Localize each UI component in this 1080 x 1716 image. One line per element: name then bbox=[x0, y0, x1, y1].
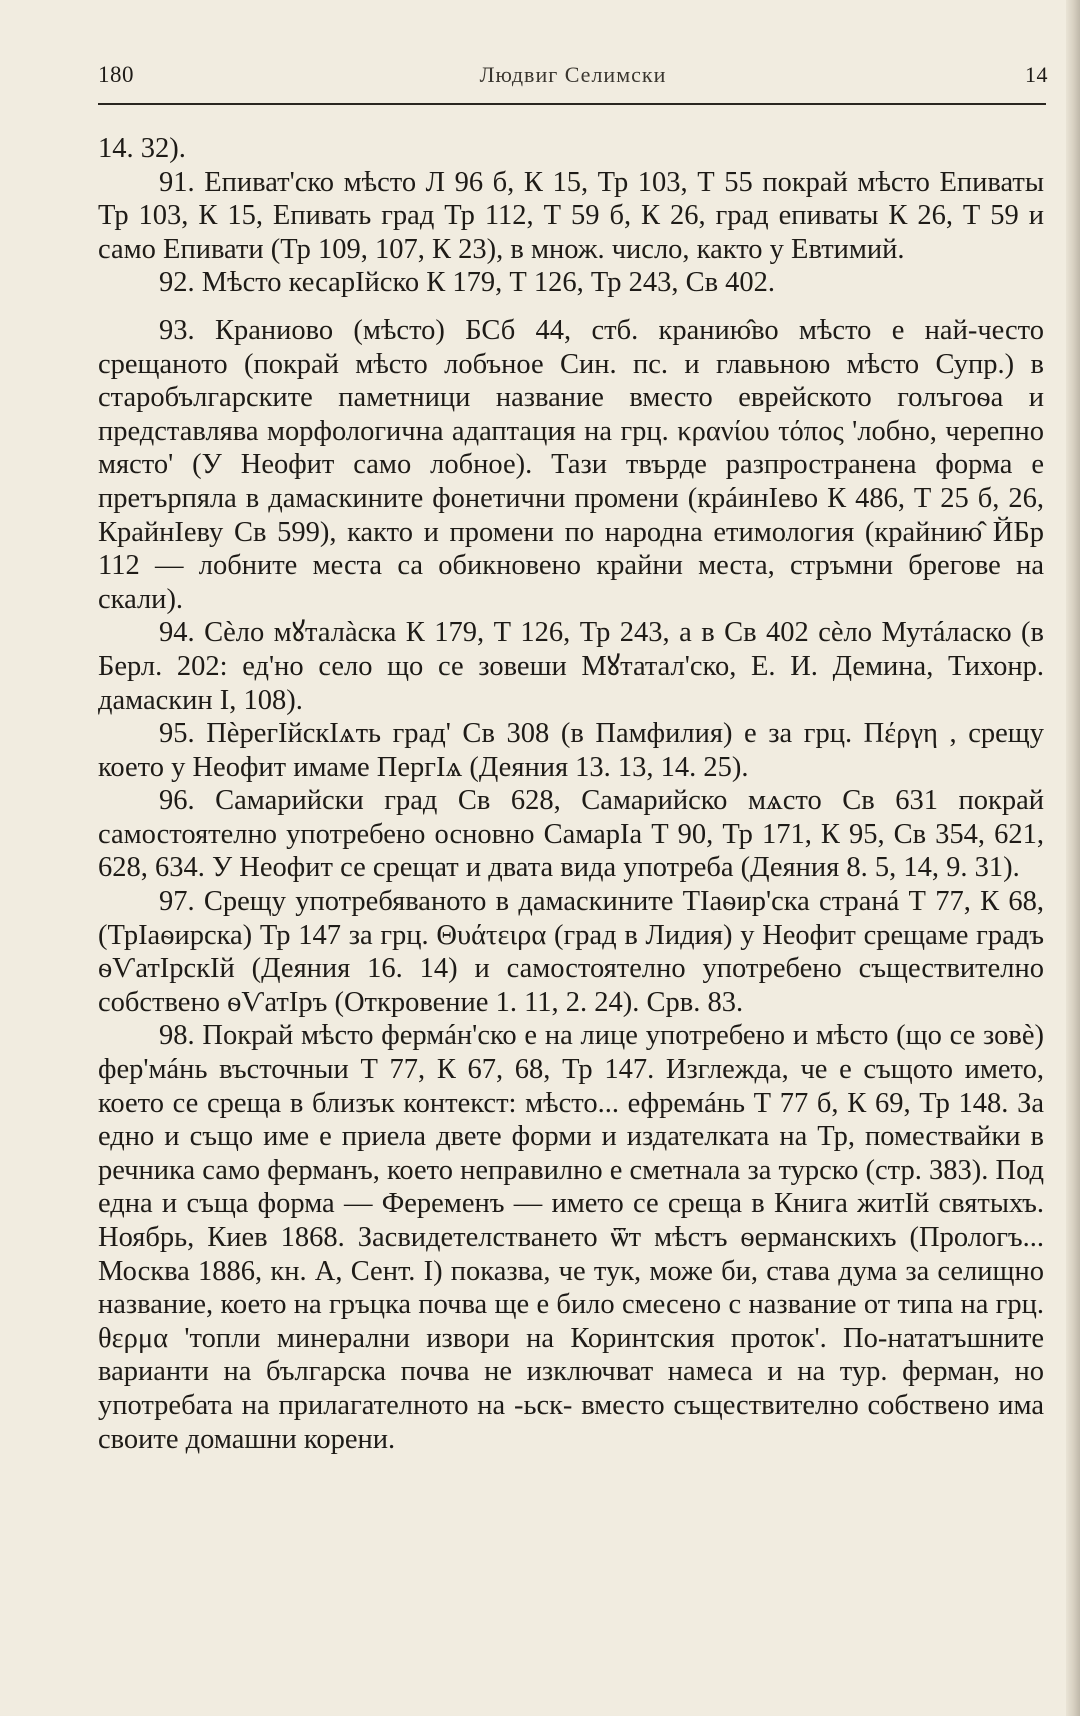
paragraph-93: 93. Краниово (мѣсто) БСб 44, стб. кранию̂во мѣсто е най-често срещаното (покрай мѣсто лобъное Син. пс. и главьною мѣсто Супр.) в старобългарските паметници название вместо еврейското голъгоѳа и представлява морфологична адаптация на грц. κρανίου τόπος 'лобно, черепно място' (У Неофит само лобное). Тази твърде разпространена форма е претърпяла в дамаскините фонетични промени (крáинІево К 486, Т 25 б, 26, КрайнІеву Св 599), както и промени по народна етимология (крайнию̂ ЙБр 112 — лобните места са обикновено крайни места, стръмни брегове на скали). bbox=[98, 314, 1044, 615]
paragraph-95: 95. ПѐрегІйскІѧть град' Св 308 (в Памфилия) е за грц. Πέργη , срещу което у Неофит имаме ПергІѧ (Деяния 13. 13, 14. 25). bbox=[98, 718, 1044, 783]
paragraph-97: 97. Срещу употребяваното в дамаскините ТІаѳир'ска странá Т 77, К 68, (ТрІаѳирска) Тр 147 за грц. Θυάτειρα (град в Лидия) у Неофит срещаме градъ ѳѴатІрскІй (Деяния 16. 14) и самостоятелно употребено съществително собствено ѳѴатІръ (Откровение 1. 11, 2. 24). Срв. 83. bbox=[98, 886, 1044, 1018]
paragraph-94: 94. Сѐло мꙋталàска К 179, Т 126, Тр 243, а в Св 402 сѐло Мутáласко (в Берл. 202: ед'но село що се зовеши Мꙋтатал'ско, Е. И. Демина, Тихонр. дамаскин I, 108). bbox=[98, 617, 1044, 716]
paragraph-continuation: 14. 32). bbox=[98, 133, 186, 164]
page-number: 180 bbox=[98, 62, 134, 87]
running-head bbox=[98, 62, 1048, 92]
paragraph-91: 91. Епиват'ско мѣсто Л 96 б, К 15, Тр 103, Т 55 покрай мѣсто Епиваты Тр 103, К 15, Епивать град Тр 112, Т 59 б, К 26, град епиваты К 26, Т 59 и само Епивати (Тр 109, 107, К 23), в множ. число, както у Евтимий. bbox=[98, 166, 1044, 265]
running-head-author: Людвиг Селимски bbox=[479, 62, 667, 87]
paragraph-96: 96. Самарийски град Св 628, Самарийско мѧсто Св 631 покрай самостоятелно употребено основно СамарІа Т 90, Тр 171, К 95, Св 354, 621, 628, 634. У Неофит се срещат и двата вида употреба (Деяния 8. 5, 14, 9. 31). bbox=[98, 785, 1044, 884]
main-text bbox=[98, 132, 1044, 1456]
running-head-section: 14 bbox=[1025, 62, 1048, 87]
paragraph-98: 98. Покрай мѣсто фермáн'ско е на лице употребено и мѣсто (що се зовѐ) фер'мáнь въсточныи Т 77, К 67, 68, Тр 147. Изглежда, че е същото името, което се среща в близък контекст: мѣсто... ефремáнь Т 77 б, К 69, Тр 148. За едно и също име е приела двете форми и издателката на Тр, помествайки в речника само ферманъ, което неправилно е сметнала за турско (стр. 383). Под една и съща форма — Феременъ — името се среща в Книга житІй святыхъ. Ноябрь, Киев 1868. Засвидетелстването ѿт мѣстъ ѳерманскихъ (Прологъ... Москва 1886, кн. А, Сент. I) показва, че тук, може би, става дума за селищно название, което на гръцка почва ще е било смесено с название от типа на грц. θερμα 'топли минерални извори на Коринтския проток'. По-нататъшните варианти на българска почва не изключват намеса и на тур. ферман, но употребата на прилагателното на -ьск- вместо съществително собствено има своите домашни корени. bbox=[98, 1020, 1044, 1455]
header-rule bbox=[98, 103, 1046, 105]
paragraph-92: 92. Мѣсто кесарІйско К 179, Т 126, Тр 243, Св 402. bbox=[159, 267, 776, 299]
scan-edge bbox=[1066, 0, 1080, 1716]
